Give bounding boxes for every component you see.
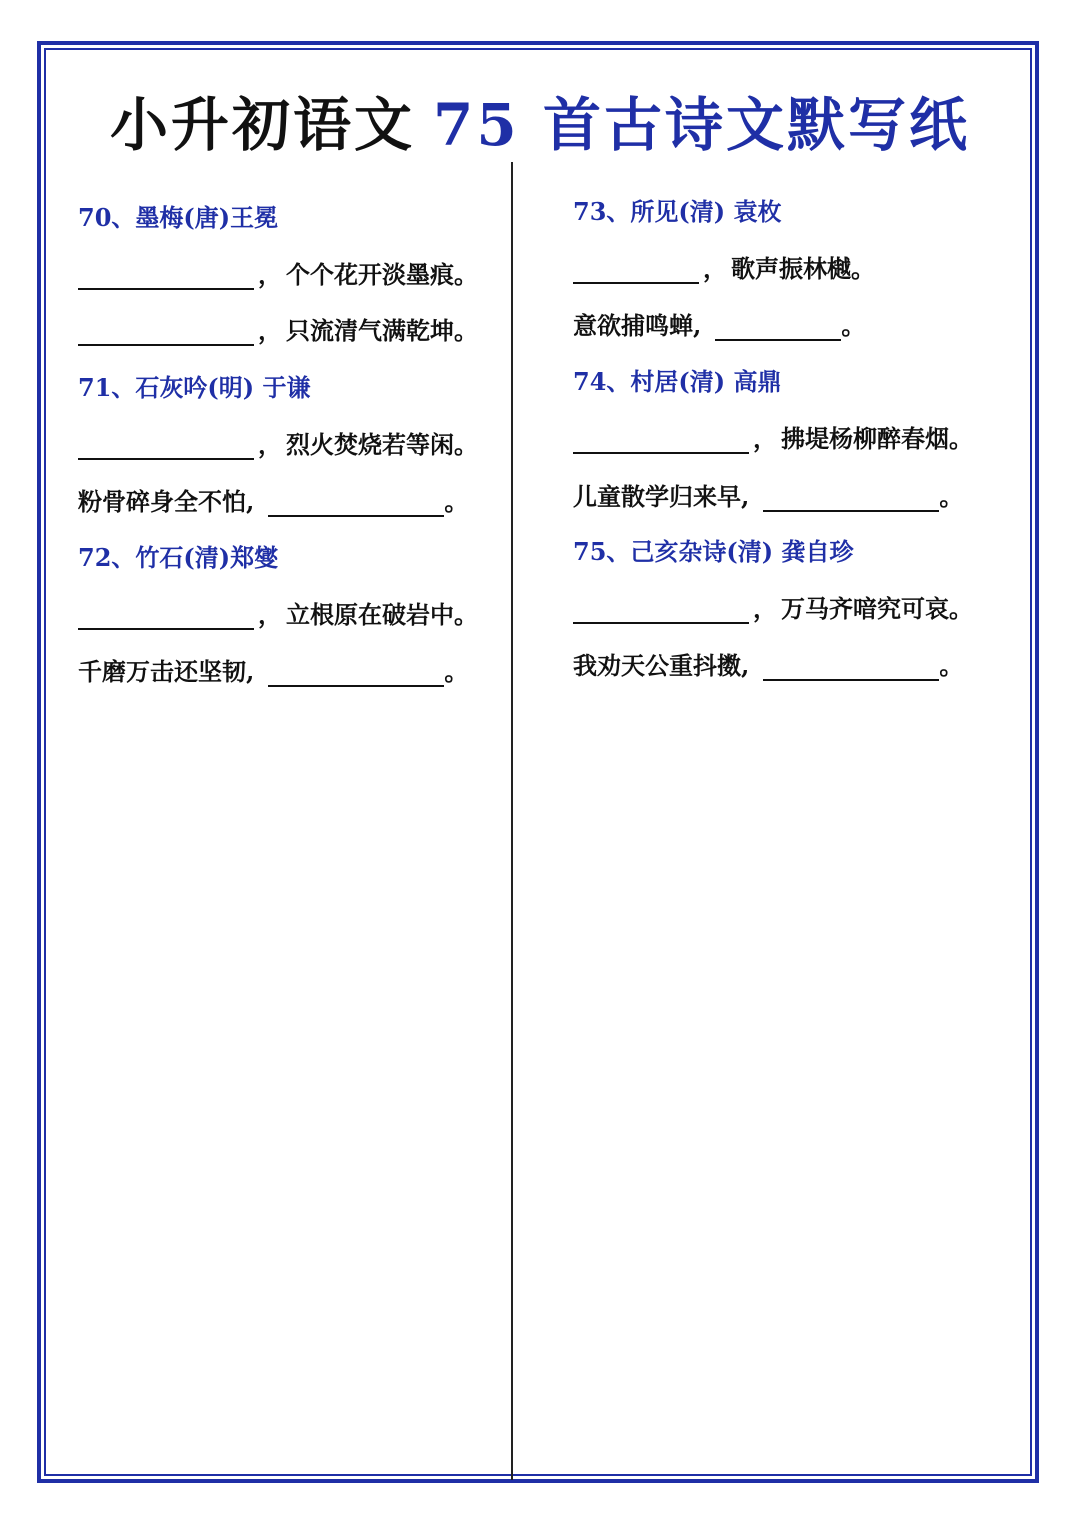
verse-text: 只流清气满乾坤。 [286, 316, 478, 345]
poem-line [78, 652, 468, 687]
answer-blank[interactable] [78, 264, 254, 290]
verse-text: 意欲捕鸣蝉, [573, 311, 702, 340]
verse-text: 粉骨碎身全不怕, [78, 487, 255, 516]
verse-text: 歌声振林樾。 [731, 254, 875, 283]
punctuation: ， [258, 260, 282, 289]
page-title-part2: 75 首古诗文默写纸 [433, 91, 970, 159]
answer-blank[interactable] [763, 655, 939, 681]
verse-text: 个个花开淡墨痕。 [286, 260, 478, 289]
answer-blank[interactable] [268, 661, 444, 687]
answer-blank[interactable] [573, 598, 749, 624]
punctuation: ， [753, 594, 777, 623]
poem-line [78, 595, 478, 630]
punctuation: ， [258, 430, 282, 459]
verse-text: 千磨万击还坚韧, [78, 657, 255, 686]
answer-blank[interactable] [763, 486, 939, 512]
answer-blank[interactable] [268, 491, 444, 517]
verse-text: 拂堤杨柳醉春烟。 [781, 424, 973, 453]
answer-blank[interactable] [78, 604, 254, 630]
verse-text: 烈火焚烧若等闲。 [286, 430, 478, 459]
poem-line [573, 477, 963, 512]
verse-text: 儿童散学归来早, [573, 482, 750, 511]
verse-end-punctuation: 。 [444, 657, 469, 686]
answer-blank[interactable] [573, 258, 699, 284]
poem-line [78, 425, 478, 460]
verse-text: 我劝天公重抖擞, [573, 651, 750, 680]
column-divider [511, 162, 513, 1480]
poem-line [78, 482, 468, 517]
poem-title-72: 72、竹石(清)郑燮 [78, 543, 279, 572]
verse-text: 万马齐喑究可哀。 [781, 594, 973, 623]
poem-line [573, 419, 973, 454]
answer-blank[interactable] [715, 315, 841, 341]
punctuation: ， [703, 254, 727, 283]
verse-text: 立根原在破岩中。 [286, 600, 478, 629]
poem-line [78, 255, 478, 290]
answer-blank[interactable] [78, 320, 254, 346]
poem-title-73: 73、所见(清) 袁枚 [573, 197, 782, 226]
poem-line [573, 249, 875, 284]
poem-title-71: 71、石灰吟(明) 于谦 [78, 373, 311, 402]
page-title [0, 78, 1080, 162]
poem-title-74: 74、村居(清) 高鼎 [573, 367, 782, 396]
answer-blank[interactable] [573, 428, 749, 454]
poem-title-70: 70、墨梅(唐)王冕 [78, 203, 279, 232]
poem-line [573, 646, 963, 681]
poem-line [78, 311, 478, 346]
verse-end-punctuation: 。 [939, 482, 964, 511]
page-title-part1: 小升初语文 [110, 91, 416, 159]
verse-end-punctuation: 。 [841, 311, 866, 340]
punctuation: ， [258, 600, 282, 629]
poem-line [573, 306, 865, 341]
punctuation: ， [258, 316, 282, 345]
verse-end-punctuation: 。 [939, 651, 964, 680]
verse-end-punctuation: 。 [444, 487, 469, 516]
punctuation: ， [753, 424, 777, 453]
poem-line [573, 589, 973, 624]
answer-blank[interactable] [78, 434, 254, 460]
poem-title-75: 75、己亥杂诗(清) 龚自珍 [573, 537, 854, 566]
